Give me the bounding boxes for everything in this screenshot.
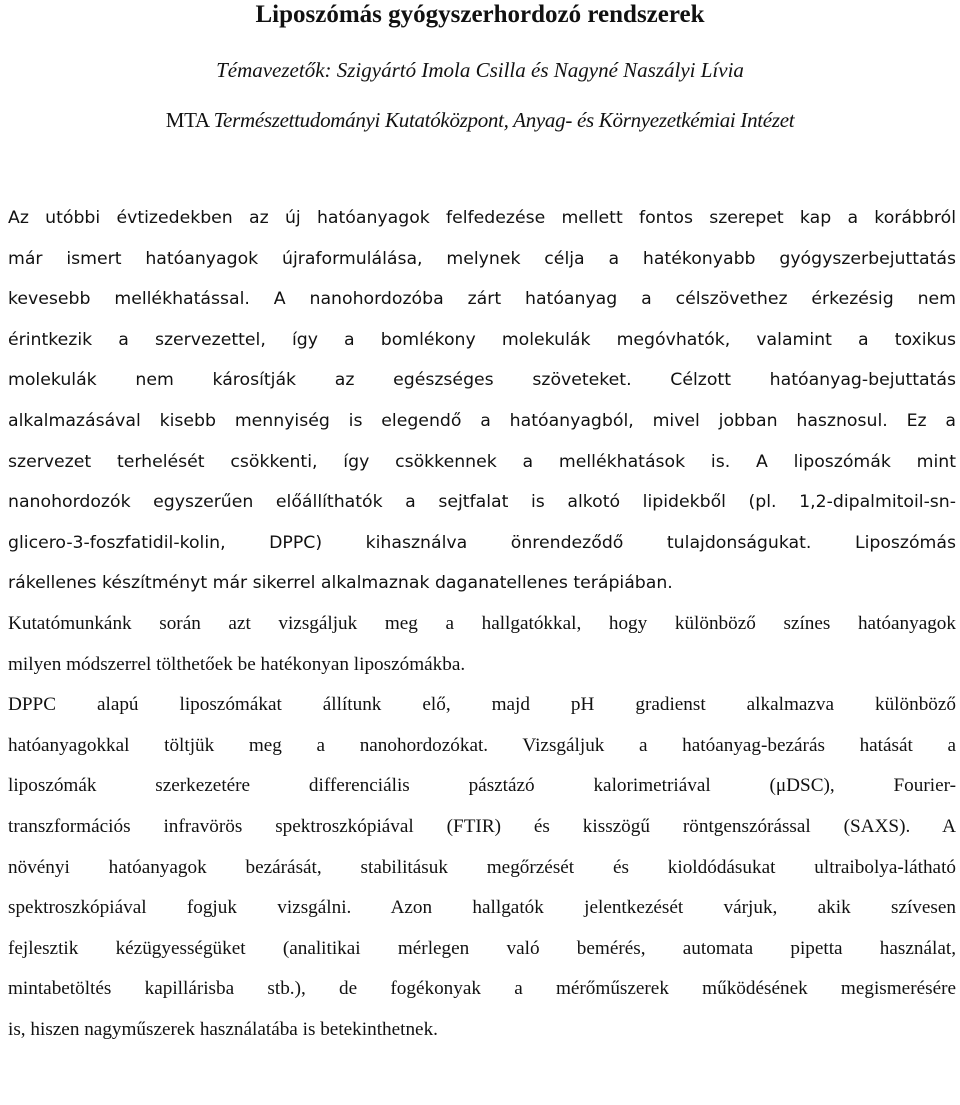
institute-prefix: MTA xyxy=(165,108,214,132)
body-line: kevesebb mellékhatással. A nanohordozóba zárt hatóanyag a célszövethez érkezésig nem xyxy=(8,289,956,310)
body-line: DPPC alapú liposzómákat állítunk elő, majd pH gradienst alkalmazva különböző xyxy=(8,694,956,716)
body-line: fejlesztik kézügyességüket (analitikai mérlegen való bemérés, automata pipetta használat, xyxy=(8,937,956,959)
body-text xyxy=(8,198,956,1050)
body-line: milyen módszerrel tölthetőek be hatékonyan liposzómákba. xyxy=(8,653,466,675)
body-line: liposzómák szerkezetére differenciális pásztázó kalorimetriával (μDSC), Fourier- xyxy=(8,775,956,797)
body-line: mintabetöltés kapillárisba stb.), de fogékonyak a mérőműszerek működésének megismerésére xyxy=(8,978,956,1000)
body-line: alkalmazásával kisebb mennyiség is elegendő a hatóanyagból, mivel jobban hasznosul. Ez a xyxy=(8,410,956,431)
body-line: Az utóbbi évtizedekben az új hatóanyagok felfedezése mellett fontos szerepet kap a korábbról xyxy=(8,208,956,228)
body-line: molekulák nem károsítják az egészséges szöveteket. Célzott hatóanyag-bejuttatás xyxy=(8,370,956,391)
body-line: is, hiszen nagyműszerek használatába is betekinthetnek. xyxy=(8,1018,438,1040)
body-line: glicero-3-foszfatidil-kolin, DPPC) kihasználva önrendeződő tulajdonságukat. Liposzómás xyxy=(8,532,956,553)
body-line: transzformációs infravörös spektroszkópiával (FTIR) és kisszögű röntgenszórással (SAXS). A xyxy=(8,815,956,837)
body-line: nanohordozók egyszerűen előállíthatók a sejtfalat is alkotó lipidekből (pl. 1,2-dipalmitoil-sn- xyxy=(8,492,956,513)
body-line: már ismert hatóanyagok újraformulálása, melynek célja a hatékonyabb gyógyszerbejuttatás xyxy=(8,248,956,269)
body-line: rákellenes készítményt már sikerrel alkalmaznak daganatellenes terápiában. xyxy=(8,573,673,594)
body-line: hatóanyagokkal töltjük meg a nanohordozókat. Vizsgáljuk a hatóanyag-bezárás hatását a xyxy=(8,734,956,756)
body-line: spektroszkópiával fogjuk vizsgálni. Azon hallgatók jelentkezését várjuk, akik szívesen xyxy=(8,897,956,919)
body-line: szervezet terhelését csökkenti, így csökkennek a mellékhatások is. A liposzómák mint xyxy=(8,451,956,472)
body-line: érintkezik a szervezettel, így a bomlékony molekulák megóvhatók, valamint a toxikus xyxy=(8,329,956,350)
document-title: Liposzómás gyógyszerhordozó rendszerek xyxy=(255,1,705,28)
body-line: növényi hatóanyagok bezárását, stabilitásuk megőrzését és kioldódásukat ultraibolya-látható xyxy=(8,856,956,878)
institute-name: Természettudományi Kutatóközpont, Anyag- és Környezetkémiai Intézet xyxy=(213,108,795,132)
institute-line xyxy=(0,106,960,134)
body-line: Kutatómunkánk során azt vizsgáljuk meg a hallgatókkal, hogy különböző színes hatóanyagok xyxy=(8,612,956,634)
supervisors-line: Témavezetők: Szigyártó Imola Csilla és Nagyné Naszályi Lívia xyxy=(216,58,744,82)
